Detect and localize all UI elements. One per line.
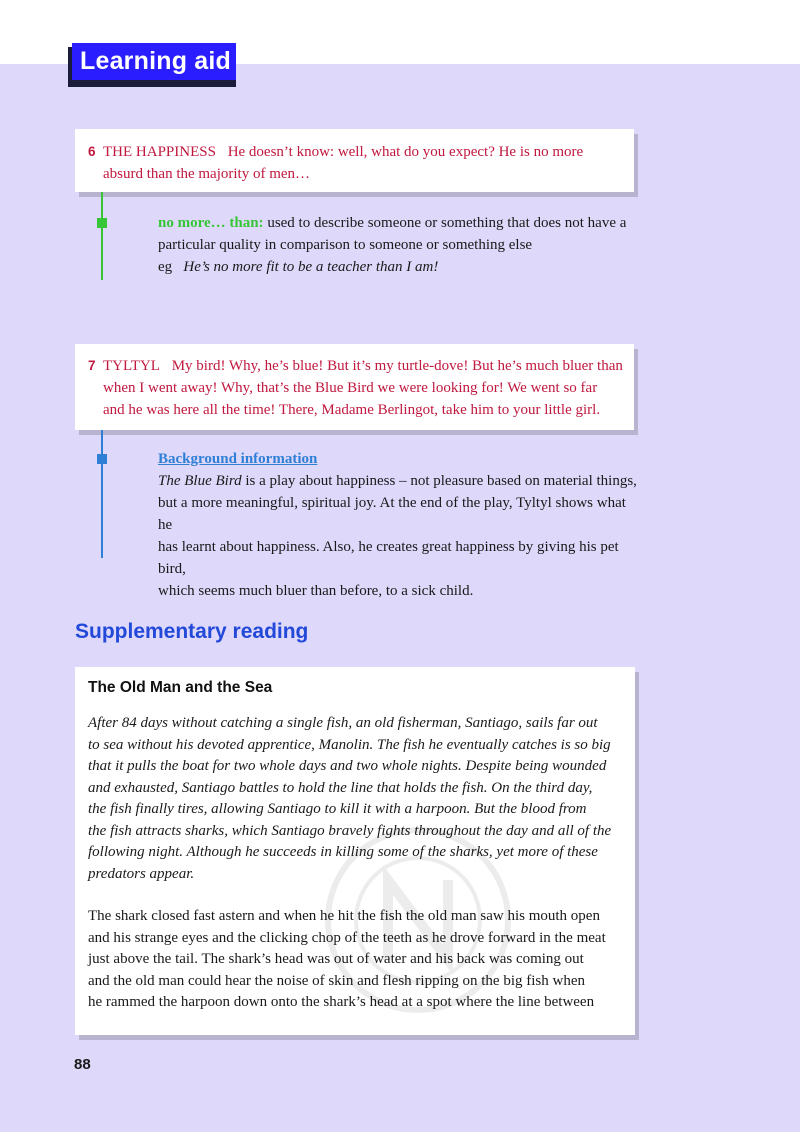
speaker-name: THE HAPPINESS [103, 144, 216, 160]
summary-line: and exhausted, Santiago battles to hold the line that holds the fish. On the third day, [88, 779, 593, 796]
summary-line: that it pulls the boat for two whole days and two whole nights. Despite being wounded [88, 758, 607, 774]
vocab-note [158, 212, 628, 278]
background-info-note [158, 448, 638, 602]
summary-line: to sea without his devoted apprentice, Manolin. The fish he eventually catches is so big [88, 736, 611, 753]
background-text-4: which seems much bluer than before, to a sick child. [158, 583, 474, 599]
quote-7-line-1 [88, 355, 634, 377]
summary-line: the fish finally tires, allowing Santiago to kill it with a harpoon. But the blood from [88, 801, 587, 817]
background-text-2: but a more meaningful, spiritual joy. At the end of the play, Tyltyl shows what he [158, 495, 626, 533]
info-marker-square [97, 454, 107, 464]
watermark-seal-icon [318, 820, 518, 1020]
quote-7-line-3: and he was here all the time! There, Madame Berlingot, take him to your little girl. [103, 402, 601, 418]
excerpt-line: he rammed the harpoon down onto the shark’s head at a spot where the line between [88, 994, 595, 1010]
background-info-heading: Background information [158, 451, 318, 467]
supplementary-reading-heading: Supplementary reading [75, 620, 309, 643]
quote-text: My bird! Why, he’s blue! But it’s my turtle-dove! But he’s much bluer than [171, 358, 623, 374]
excerpt-line: and the old man could hear the noise of skin and flesh ripping on the big fish when [88, 972, 585, 989]
vocab-definition-2: particular quality in comparison to someone or something else [158, 237, 533, 253]
page-number: 88 [74, 1056, 91, 1073]
vocab-marker-square [97, 218, 107, 228]
background-text-3: has learnt about happiness. Also, he creates great happiness by giving his pet bird, [158, 539, 619, 577]
quote-number: 7 [88, 358, 96, 373]
background-text-1: is a play about happiness – not pleasure based on material things, [245, 473, 637, 489]
quote-6-line-1 [88, 141, 634, 163]
summary-line: After 84 days without catching a single fish, an old fisherman, Santiago, sails far out [88, 715, 598, 731]
summary-line: the fish attracts sharks, which Santiago bravely fights throughout the day and all of the [88, 822, 612, 839]
excerpt-line: The shark closed fast astern and when he hit the fish the old man saw his mouth open [88, 908, 600, 924]
quote-card-7 [75, 344, 634, 430]
learning-aid-header: Learning aid [72, 43, 236, 80]
speaker-name: TYLTYL [103, 358, 160, 374]
story-title: The Old Man and the Sea [88, 679, 273, 696]
quote-card-6 [75, 129, 634, 192]
excerpt-line: and his strange eyes and the clicking chop of the teeth as he drove forward in the meat [88, 929, 606, 946]
quote-7-line-2: when I went away! Why, that’s the Blue Bird we were looking for! We went so far [103, 380, 598, 396]
quote-6-line-2: absurd than the majority of men… [103, 166, 311, 182]
vocab-marker-line [101, 192, 103, 280]
summary-line: predators appear. [88, 865, 195, 882]
quote-number: 6 [88, 144, 96, 159]
quote-text: He doesn’t know: well, what do you expect? He is no more [227, 144, 584, 160]
vocab-definition-1: used to describe someone or something that does not have a [267, 215, 627, 231]
excerpt-line: just above the tail. The shark’s head was out of water and his back was coming out [88, 951, 584, 967]
summary-line: following night. Although he succeeds in killing some of the sharks, yet more of these [88, 844, 598, 860]
info-marker-line [101, 430, 103, 558]
vocab-term: no more… than: [158, 215, 264, 231]
example-label: eg [158, 259, 173, 275]
vocab-example: He’s no more fit to be a teacher than I am! [183, 259, 439, 275]
play-title: The Blue Bird [158, 473, 242, 489]
